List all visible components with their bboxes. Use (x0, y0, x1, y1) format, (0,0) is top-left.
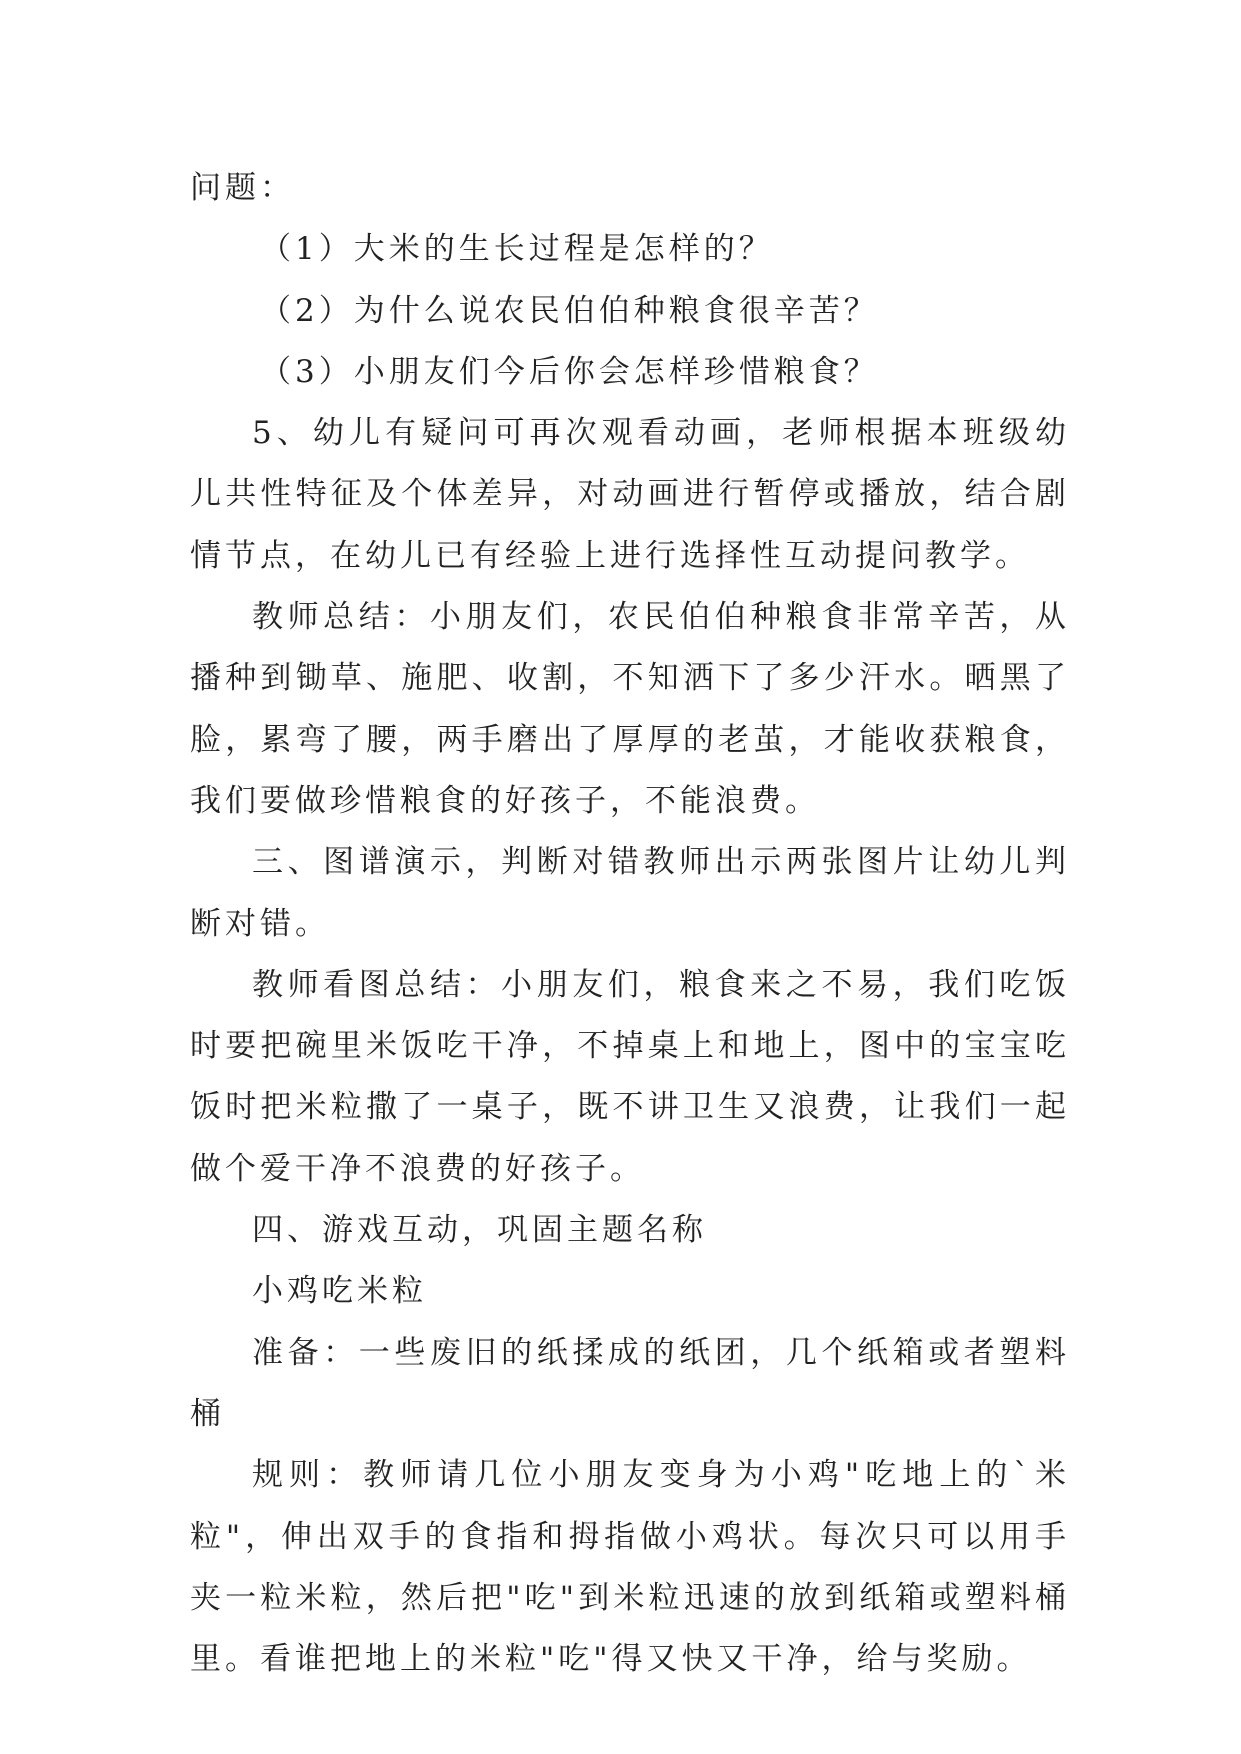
document-body (190, 158, 1070, 1690)
paragraph-section-3: 三、图谱演示，判断对错教师出示两张图片让幼儿判断对错。 (190, 844, 1070, 942)
paragraph-question-1: （1）大米的生长过程是怎样的？ (260, 231, 774, 268)
paragraph-question-3: （3）小朋友们今后你会怎样珍惜粮食？ (260, 353, 879, 390)
paragraph-section-4: 四、游戏互动，巩固主题名称 (252, 1212, 707, 1249)
paragraph-teacher-summary: 教师总结：小朋友们，农民伯伯种粮食非常辛苦，从播种到锄草、施肥、收割，不知洒下了多少汗水。晒黑了脸，累弯了腰，两手磨出了厚厚的老茧，才能收获粮食，我们要做珍惜粮食的好孩子，不能浪费。 (190, 599, 1070, 819)
paragraph-teacher-picture-summary: 教师看图总结：小朋友们，粮食来之不易，我们吃饭时要把碗里米饭吃干净，不掉桌上和地上，图中的宝宝吃饭时把米粒撒了一桌子，既不讲卫生又浪费，让我们一起做个爱干净不浪费的好孩子。 (190, 966, 1070, 1187)
paragraph-step-5: 5、幼儿有疑问可再次观看动画，老师根据本班级幼儿共性特征及个体差异，对动画进行暂停或播放，结合剧情节点，在幼儿已有经验上进行选择性互动提问教学。 (190, 415, 1070, 574)
paragraph-game-preparation: 准备：一些废旧的纸揉成的纸团，几个纸箱或者塑料桶 (190, 1334, 1070, 1432)
paragraph-game-title: 小鸡吃米粒 (252, 1273, 427, 1310)
paragraph-questions-heading: 问题： (190, 170, 295, 206)
paragraph-question-2: （2）为什么说农民伯伯种粮食很辛苦？ (260, 292, 879, 329)
paragraph-game-rules: 规则：教师请几位小朋友变身为小鸡"吃地上的`米粒"，伸出双手的食指和拇指做小鸡状。每次只可以用手夹一粒米粒，然后把"吃"到米粒迅速的放到纸箱或塑料桶里。看谁把地上的米粒"吃"得又快又干净，给与奖励。 (190, 1457, 1070, 1678)
